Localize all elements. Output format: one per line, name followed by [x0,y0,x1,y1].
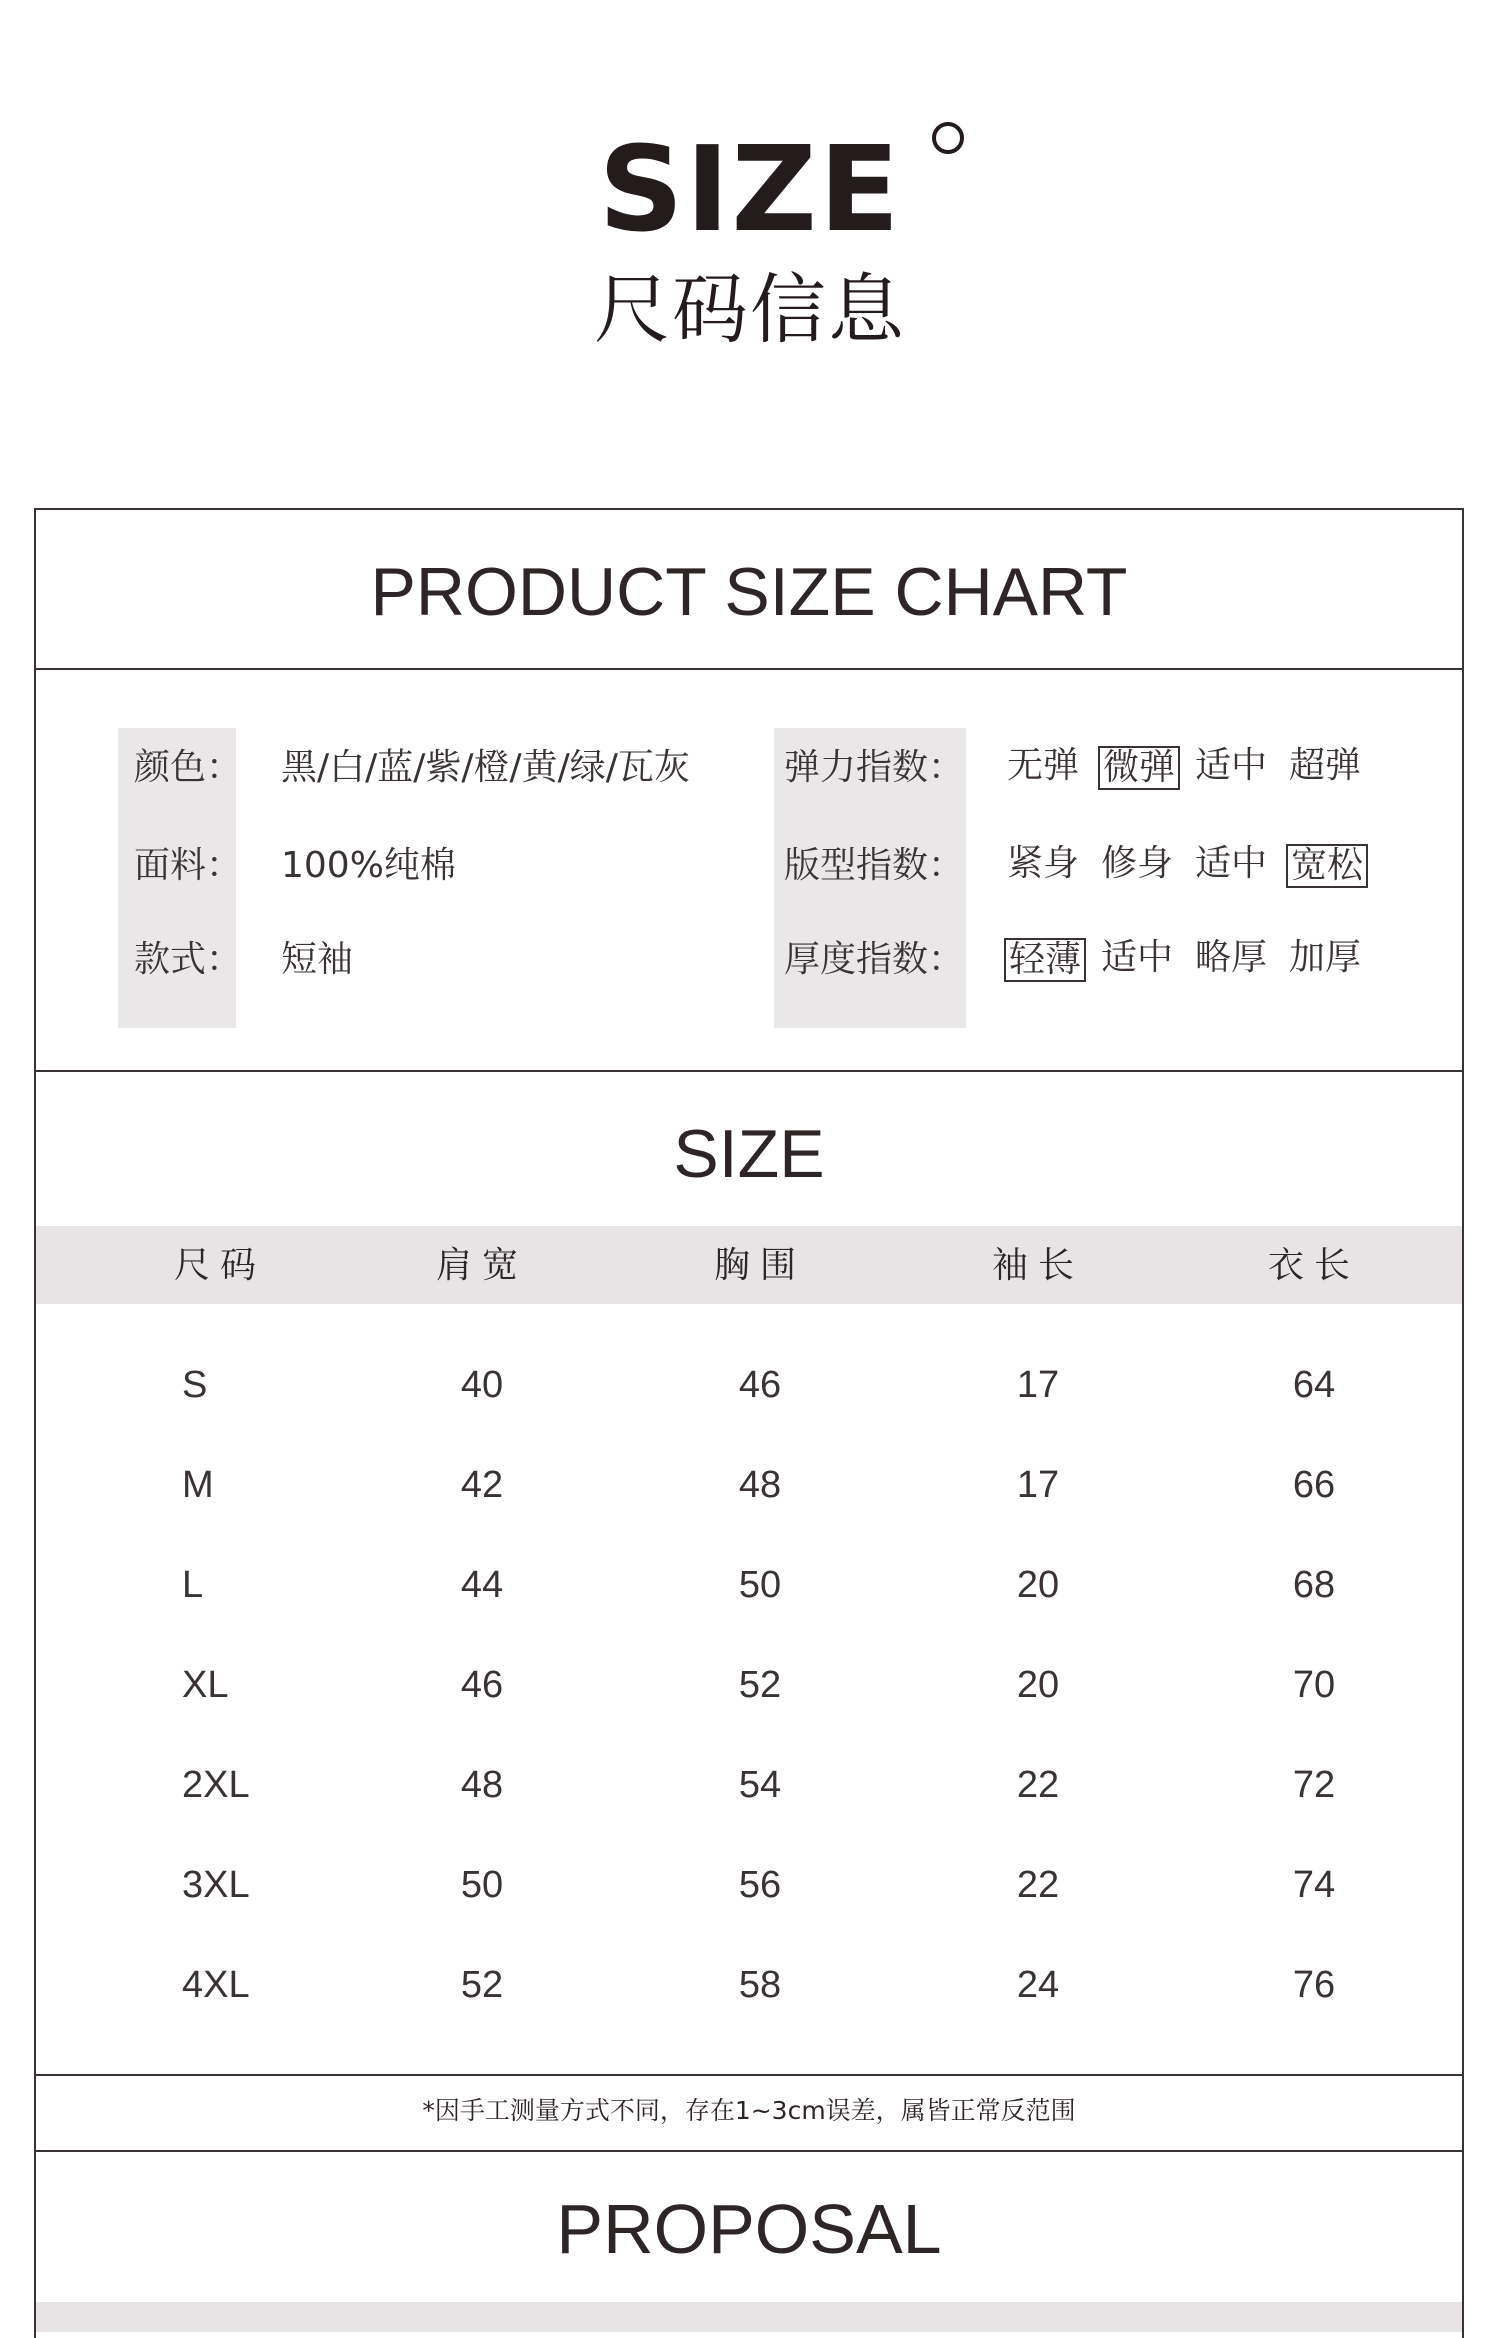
measurement-note: *因手工测量方式不同，存在1~3cm误差，属皆正常反范围 [422,2096,1076,2125]
index-label: 版型指数： [784,845,965,886]
column-header-size: 尺码 [173,1245,266,1286]
divider [36,1070,1462,1072]
size-table-title: SIZE [673,1116,825,1192]
divider [36,2150,1462,2152]
proposal-title: PROPOSAL [556,2190,942,2268]
measurement-cell: 46 [738,1364,782,1406]
size-chart-card [34,508,1464,2338]
proposal-header-band [36,2302,1462,2332]
page-subtitle: 尺码信息 [594,265,906,354]
degree-circle-icon [932,122,964,154]
attribute-label: 款式： [134,939,243,980]
column-header-shoulder: 肩宽 [435,1245,528,1286]
attribute-value: 100%纯棉 [281,845,456,886]
option: 紧身 [1007,843,1080,884]
product-size-chart-title: PRODUCT SIZE CHART [370,554,1128,630]
size-cell: M [182,1464,214,1506]
option-selected: 宽松 [1286,844,1368,888]
measurement-cell: 20 [1016,1564,1060,1606]
measurement-cell: 66 [1292,1464,1336,1506]
option: 无弹 [1007,745,1080,786]
option: 略厚 [1195,937,1268,978]
measurement-cell: 24 [1016,1964,1060,2006]
option-selected: 轻薄 [1004,938,1086,982]
size-cell: 4XL [182,1964,250,2006]
size-cell: L [182,1564,204,1606]
divider [36,668,1462,670]
column-header-chest: 胸围 [713,1245,806,1286]
measurement-cell: 54 [738,1764,782,1806]
option: 适中 [1195,745,1268,786]
measurement-cell: 56 [738,1864,782,1906]
measurement-cell: 48 [460,1764,504,1806]
option: 超弹 [1289,745,1362,786]
measurement-cell: 64 [1292,1364,1336,1406]
column-header-length: 衣长 [1267,1245,1360,1286]
option: 适中 [1195,843,1268,884]
measurement-cell: 68 [1292,1564,1336,1606]
divider [36,2074,1462,2076]
option: 加厚 [1289,937,1362,978]
size-table-header [36,1226,1462,1304]
size-cell: XL [182,1664,229,1706]
measurement-cell: 74 [1292,1864,1336,1906]
measurement-cell: 58 [738,1964,782,2006]
option-selected: 微弹 [1098,746,1180,790]
attribute-label: 面料： [134,845,243,886]
measurement-cell: 76 [1292,1964,1336,2006]
measurement-cell: 48 [738,1464,782,1506]
attribute-value: 短袖 [281,939,354,980]
measurement-cell: 17 [1016,1464,1060,1506]
column-header-sleeve: 袖长 [991,1245,1084,1286]
option: 修身 [1101,843,1174,884]
index-label: 弹力指数： [784,747,965,788]
measurement-cell: 22 [1016,1864,1060,1906]
measurement-cell: 42 [460,1464,504,1506]
measurement-cell: 50 [738,1564,782,1606]
measurement-cell: 50 [460,1864,504,1906]
page-title [0,120,1500,258]
page-title-text: SIZE [598,120,902,258]
measurement-cell: 40 [460,1364,504,1406]
measurement-cell: 44 [460,1564,504,1606]
attribute-label: 颜色： [134,747,243,788]
attribute-value: 黑/白/蓝/紫/橙/黄/绿/瓦灰 [281,747,690,788]
measurement-cell: 20 [1016,1664,1060,1706]
measurement-cell: 52 [460,1964,504,2006]
size-cell: S [182,1364,208,1406]
measurement-cell: 72 [1292,1764,1336,1806]
option: 适中 [1101,937,1174,978]
index-label: 厚度指数： [784,939,965,980]
measurement-cell: 22 [1016,1764,1060,1806]
size-cell: 3XL [182,1864,250,1906]
page-header [0,0,1500,500]
measurement-cell: 46 [460,1664,504,1706]
measurement-cell: 52 [738,1664,782,1706]
measurement-cell: 70 [1292,1664,1336,1706]
size-cell: 2XL [182,1764,250,1806]
measurement-cell: 17 [1016,1364,1060,1406]
